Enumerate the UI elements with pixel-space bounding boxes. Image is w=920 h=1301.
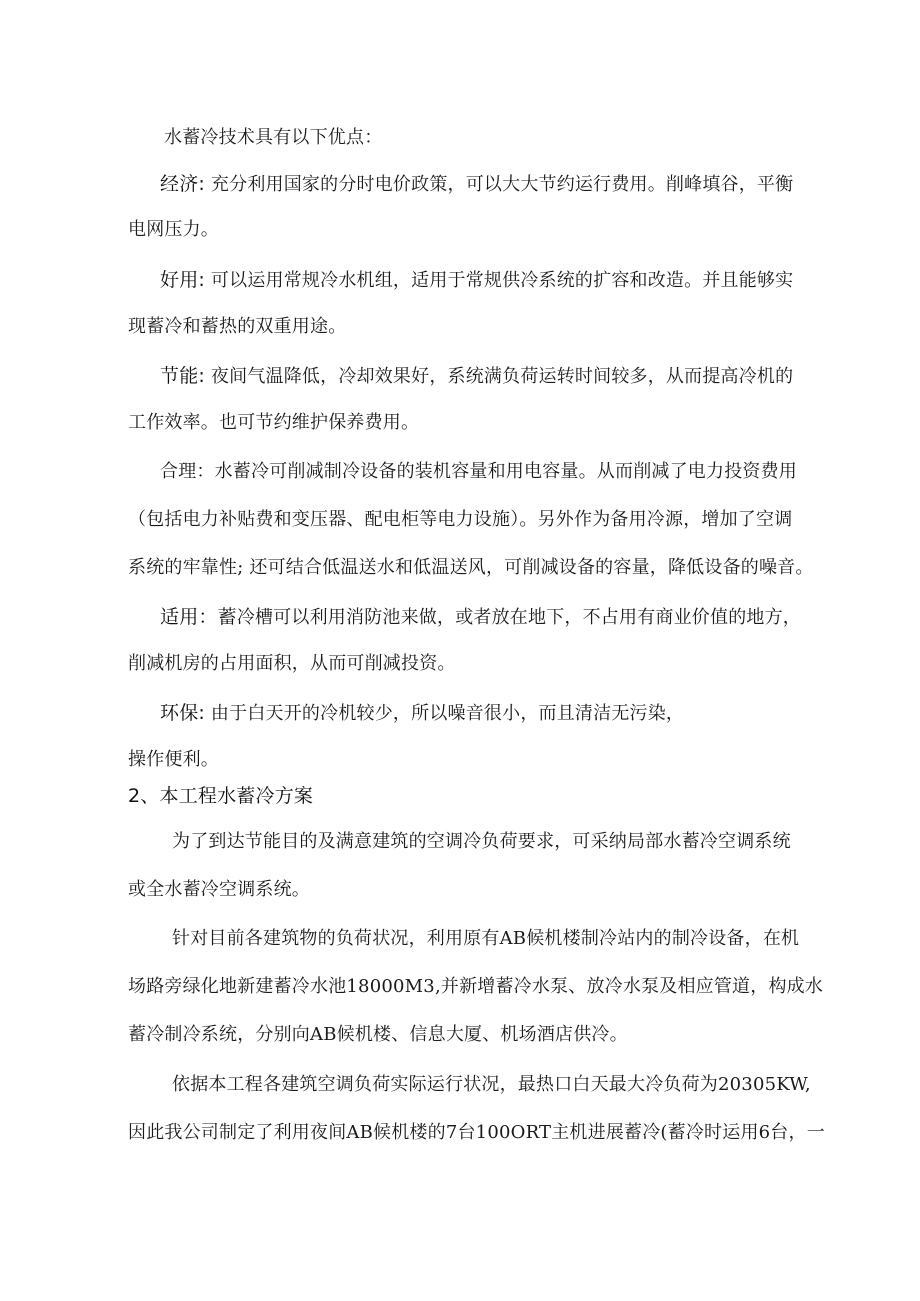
applicable-paragraph-line1 <box>160 605 801 630</box>
eco-text-2: 操作便利。 <box>128 749 219 770</box>
reasonable-text-3: 系统的牢靠性; 还可结合低温送水和低温送风，可削减设备的容量，降低设备的噪音。 <box>128 557 814 578</box>
usable-label: 好用: <box>160 269 206 291</box>
energy-label: 节能: <box>160 365 206 387</box>
section2-p2-line1: 针对目前各建筑物的负荷状况，利用原有AB候机楼制冷站内的制冷设备，在机 <box>172 928 800 949</box>
eco-text-1: 由于白天开的冷机较少，所以噪音很小，而且清洁无污染， <box>205 703 685 724</box>
applicable-label: 适用： <box>160 606 218 628</box>
reasonable-text-2: （包括电力补贴费和变压器、配电柜等电力设施）。另外作为备用冷源，增加了空调 <box>128 509 793 530</box>
economy-label: 经济: <box>160 173 206 195</box>
usable-text-2: 现蓄冷和蓄热的双重用途。 <box>128 316 347 337</box>
intro-text: 水蓄冷技术具有以下优点： <box>164 127 383 148</box>
economy-paragraph-line1 <box>160 172 793 197</box>
reasonable-text-1: 合理：水蓄冷可削减制冷设备的装机容量和用电容量。从而削减了电力投资费用 <box>160 461 797 482</box>
section2-p2-line2: 场路旁绿化地新建蓄冷水池18000M3,并新增蓄冷水泵、放冷水泵及相应管道，构成水 <box>128 976 824 997</box>
usable-text-1: 可以运用常规冷水机组，适用于常规供冷系统的扩容和改造。并且能够实 <box>205 270 794 291</box>
energy-paragraph-line1 <box>160 364 793 389</box>
section-heading: 2、本工程水蓄冷方案 <box>128 785 314 807</box>
energy-text-2: 工作效率。也可节约维护保养费用。 <box>128 412 420 433</box>
economy-text-2: 电网压力。 <box>128 219 219 240</box>
section2-p3-line2: 因此我公司制定了利用夜间AB候机楼的7台100ORT主机进展蓄冷(蓄冷时运用6台，一 <box>128 1122 825 1143</box>
eco-paragraph-line1 <box>160 701 684 726</box>
applicable-text-2: 削减机房的占用面积，从而可削减投资。 <box>128 653 456 674</box>
usable-paragraph-line1 <box>160 268 793 293</box>
energy-text-1: 夜间气温降低，冷却效果好，系统满负荷运转时间较多，从而提高冷机的 <box>205 366 794 387</box>
section2-p3-line1: 依据本工程各建筑空调负荷实际运行状况，最热口白天最大冷负荷为20305KW, <box>172 1074 811 1095</box>
section2-p1-line2: 或全水蓄冷空调系统。 <box>128 879 310 900</box>
section2-p1-line1: 为了到达节能目的及满意建筑的空调冷负荷要求，可采纳局部水蓄冷空调系统 <box>172 831 791 852</box>
applicable-text-1: 冷槽可以利用消防池来做，或者放在地下，不占用有商业价值的地方， <box>236 607 802 628</box>
applicable-label-2: 蓄 <box>217 606 237 628</box>
section2-p2-line3: 蓄冷制冷系统，分别向AB候机楼、信息大厦、机场酒店供冷。 <box>128 1024 628 1045</box>
economy-text-1: 充分利用国家的分时电价政策，可以大大节约运行费用。削峰填谷，平衡 <box>205 174 794 195</box>
eco-label: 环保: <box>160 702 206 724</box>
